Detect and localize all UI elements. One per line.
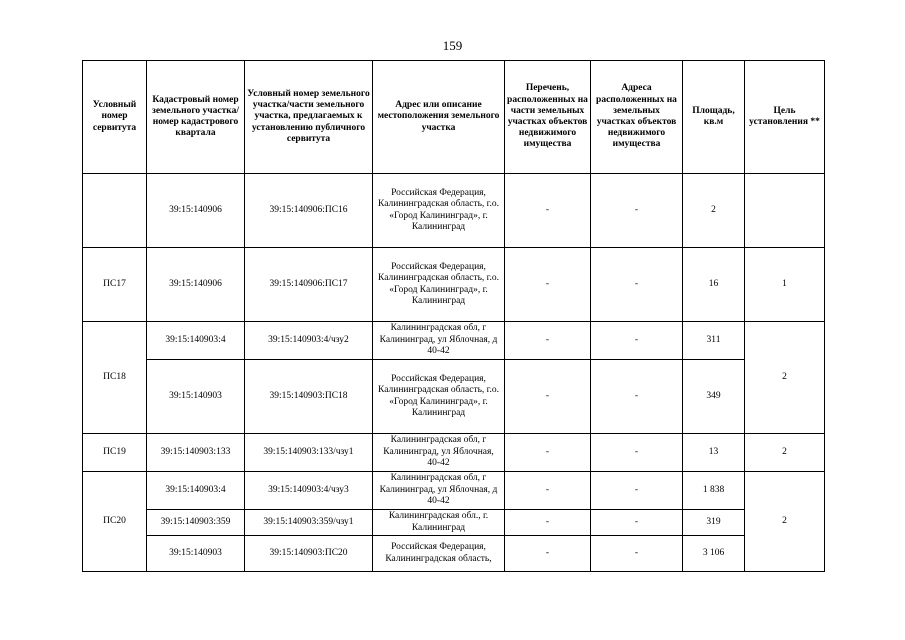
cell-plot: 39:15:140903:4/чзу3 [245,472,373,510]
cell-purpose: 2 [745,434,825,472]
cell-objects: - [505,248,591,322]
cell-address: Калининградская обл, г Калининград, ул Яблочная, 40-42 [373,434,505,472]
cell-address: Калининградская обл., г. Калининград [373,510,505,536]
cell-purpose: 2 [745,322,825,434]
cell-object-addresses: - [591,510,683,536]
table-row [83,510,825,536]
cell-plot: 39:15:140903:4/чзу2 [245,322,373,360]
table-row [83,322,825,360]
cell-area: 13 [683,434,745,472]
header-objects-list: Перечень, расположенных на части земельных участках объектов недвижимого имущества [505,61,591,174]
cell-cadastral: 39:15:140903:4 [147,472,245,510]
cell-servitude: ПС18 [83,322,147,434]
cell-object-addresses: - [591,248,683,322]
cell-area: 311 [683,322,745,360]
cell-servitude [83,174,147,248]
table-row [83,434,825,472]
cell-area: 3 106 [683,536,745,572]
cell-objects: - [505,322,591,360]
header-servitude-number: Условный номер сервитута [83,61,147,174]
cell-plot: 39:15:140906:ПС16 [245,174,373,248]
table-row [83,174,825,248]
cell-object-addresses: - [591,434,683,472]
cell-plot: 39:15:140903:ПС18 [245,360,373,434]
header-area: Площадь, кв.м [683,61,745,174]
cell-address: Калининградская обл, г Калининград, ул Яблочная, д 40-42 [373,472,505,510]
cell-purpose: 1 [745,248,825,322]
cell-plot: 39:15:140903:359/чзу1 [245,510,373,536]
cell-object-addresses: - [591,174,683,248]
cell-cadastral: 39:15:140903:4 [147,322,245,360]
cell-objects: - [505,434,591,472]
cell-servitude: ПС19 [83,434,147,472]
table-row [83,536,825,572]
table-row [83,248,825,322]
cell-objects: - [505,510,591,536]
cell-servitude: ПС17 [83,248,147,322]
header-cadastral-number: Кадастровый номер земельного участка/номер кадастрового квартала [147,61,245,174]
cell-plot: 39:15:140906:ПС17 [245,248,373,322]
cell-cadastral: 39:15:140903 [147,360,245,434]
header-plot-number: Условный номер земельного участка/части земельного участка, предлагаемых к установлению публичного сервитута [245,61,373,174]
cell-cadastral: 39:15:140903 [147,536,245,572]
cell-area: 1 838 [683,472,745,510]
header-purpose: Цель установления ** [745,61,825,174]
cell-cadastral: 39:15:140906 [147,248,245,322]
cell-plot: 39:15:140903:133/чзу1 [245,434,373,472]
cell-address: Калининградская обл, г Калининград, ул Яблочная, д 40-42 [373,322,505,360]
cell-area: 2 [683,174,745,248]
cell-area: 349 [683,360,745,434]
cell-purpose: 2 [745,472,825,572]
page-number: 159 [442,38,463,53]
cell-purpose [745,174,825,248]
cell-area: 319 [683,510,745,536]
table-row [83,472,825,510]
cell-objects: - [505,472,591,510]
cell-cadastral: 39:15:140903:359 [147,510,245,536]
cell-address: Российская Федерация, Калининградская область, г.о. «Город Калининград», г. Калининград [373,174,505,248]
table-row [83,360,825,434]
header-object-addresses: Адреса расположенных на земельных участках объектов недвижимого имущества [591,61,683,174]
cell-cadastral: 39:15:140906 [147,174,245,248]
cell-plot: 39:15:140903:ПС20 [245,536,373,572]
cell-object-addresses: - [591,360,683,434]
cell-area: 16 [683,248,745,322]
header-address: Адрес или описание местоположения земельного участка [373,61,505,174]
cell-object-addresses: - [591,536,683,572]
cell-servitude: ПС20 [83,472,147,572]
table-header-row [83,61,825,174]
cell-objects: - [505,360,591,434]
cell-cadastral: 39:15:140903:133 [147,434,245,472]
cell-objects: - [505,174,591,248]
servitude-table [82,60,825,572]
cell-address: Российская Федерация, Калининградская область, [373,536,505,572]
cell-object-addresses: - [591,472,683,510]
cell-address: Российская Федерация, Калининградская область, г.о. «Город Калининград», г. Калининград [373,248,505,322]
cell-address: Российская Федерация, Калининградская область, г.о. «Город Калининград», г. Калининград [373,360,505,434]
cell-objects: - [505,536,591,572]
cell-object-addresses: - [591,322,683,360]
